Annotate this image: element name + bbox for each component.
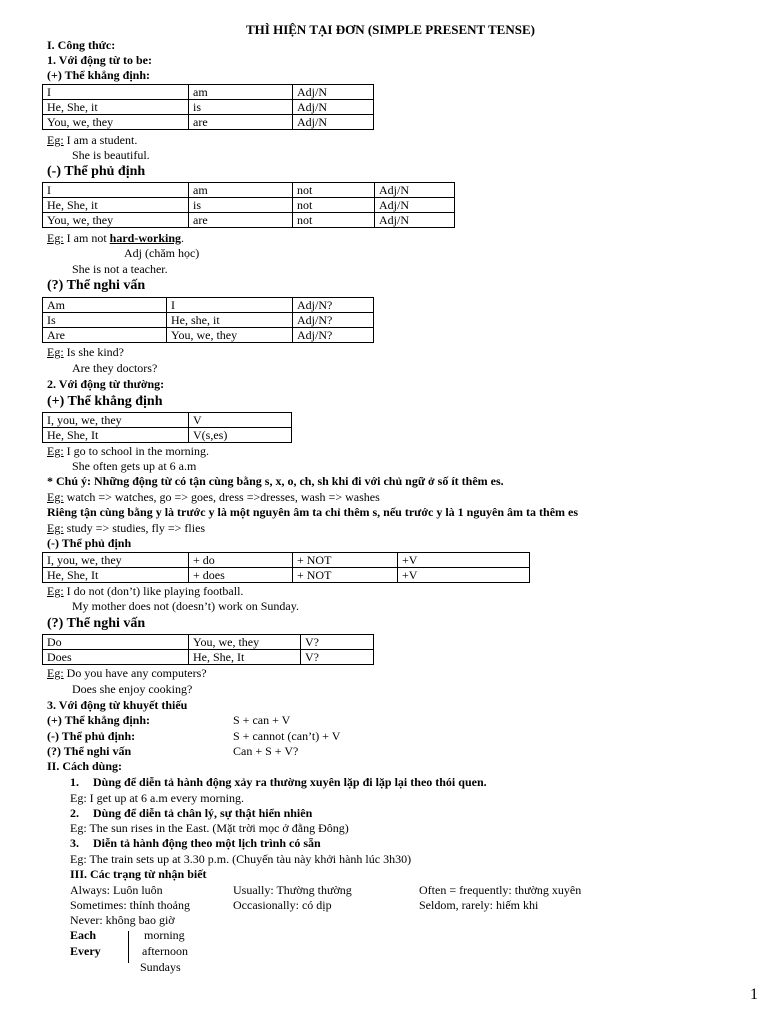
usage-number: 3. [70, 836, 79, 850]
adverb-item: Seldom, rarely: hiếm khi [419, 898, 539, 912]
table-cell: not [293, 213, 375, 228]
table-cell: Adj/N [375, 198, 455, 213]
negative-label: (-) Thể phủ định [47, 164, 146, 179]
usage-item [70, 806, 313, 821]
example-text: . [181, 231, 185, 245]
table-cell: I [43, 183, 189, 198]
example-text: I do not (don’t) like playing football. [63, 584, 244, 598]
table-cell: are [189, 213, 293, 228]
example-text: The sun rises in the East. (Mặt trời mọc ở đằng Đông) [86, 821, 349, 835]
time-word: morning [144, 928, 185, 942]
table-cell: I, you, we, they [43, 553, 189, 568]
section-heading: I. Công thức: [47, 38, 116, 52]
table-cell: V [189, 413, 292, 428]
modal-formula: S + cannot (can’t) + V [233, 729, 341, 743]
table-cell: Is [43, 313, 167, 328]
table-row [43, 568, 530, 583]
table-row [43, 298, 374, 313]
example-line [70, 791, 244, 806]
usage-item [70, 836, 321, 851]
table-cell: is [189, 198, 293, 213]
table-cell: He, She, It [43, 568, 189, 583]
table-cell: He, She, It [43, 428, 189, 443]
table-row [43, 100, 374, 115]
example-line [47, 521, 205, 536]
table-cell: You, we, they [43, 115, 189, 130]
table-row [43, 650, 374, 665]
question-label: (?) Thể nghi vấn [47, 616, 146, 631]
table-cell: V(s,es) [189, 428, 292, 443]
example-line [47, 444, 209, 459]
table-cell: are [189, 115, 293, 130]
section-heading: III. Các trạng từ nhận biết [70, 867, 207, 881]
emphasized-word: hard-working [109, 231, 182, 245]
table-cell: Adj/N? [293, 328, 374, 343]
example-line [47, 584, 243, 599]
table-row [43, 115, 374, 130]
eg-label: Eg: [47, 490, 64, 504]
verb-negative-table [42, 552, 530, 583]
table-cell: + do [189, 553, 293, 568]
usage-item [70, 775, 487, 790]
table-cell: V? [301, 635, 374, 650]
table-cell: not [293, 198, 375, 213]
eg-label: Eg: [47, 521, 64, 535]
table-cell: am [189, 183, 293, 198]
example-line: Are they doctors? [72, 361, 158, 375]
table-cell: Adj/N [293, 115, 374, 130]
verb-affirmative-table [42, 412, 292, 443]
adverb-item: Sometimes: thỉnh thoảng [70, 898, 190, 912]
example-line [70, 852, 411, 867]
note: * Chú ý: Những động từ có tận cùng bằng s, x, o, ch, sh khi đi với chủ ngữ ở số ít thêm es. [47, 474, 504, 488]
example-line: She is beautiful. [72, 148, 150, 162]
table-cell: He, She, it [43, 198, 189, 213]
verb-question-table [42, 634, 374, 665]
table-cell: not [293, 183, 375, 198]
section-heading: II. Cách dùng: [47, 759, 123, 773]
usage-text: Diễn tả hành động theo một lịch trình có sẵn [93, 836, 321, 850]
modal-label: (?) Thể nghi vấn [47, 744, 132, 758]
table-cell: V? [301, 650, 374, 665]
table-cell: Adj/N? [293, 313, 374, 328]
table-cell: +V [398, 568, 530, 583]
table-row [43, 328, 374, 343]
adverb-every: Every [70, 944, 101, 958]
example-line: My mother does not (doesn’t) work on Sunday. [72, 599, 299, 613]
table-row [43, 183, 455, 198]
table-cell: +V [398, 553, 530, 568]
affirmative-label: (+) Thể khẳng định: [47, 68, 150, 82]
subsection-heading: 2. Với động từ thường: [47, 377, 165, 391]
eg-label: Eg: [70, 791, 87, 805]
table-cell: He, She, it [43, 100, 189, 115]
table-cell: + does [189, 568, 293, 583]
example-text: I am not [63, 231, 110, 245]
example-text: Do you have any computers? [63, 666, 207, 680]
table-cell: am [189, 85, 293, 100]
eg-label: Eg: [70, 852, 87, 866]
table-cell: Adj/N [375, 213, 455, 228]
page-number: 1 [750, 986, 758, 1003]
tobe-negative-table [42, 182, 455, 228]
table-cell: + NOT [293, 553, 398, 568]
subsection-heading: 3. Với động từ khuyết thiếu [47, 698, 188, 712]
question-label: (?) Thể nghi vấn [47, 278, 146, 293]
note: Riêng tận cùng bằng y là trước y là một nguyên âm ta chỉ thêm s, nếu trước y là 1 nguyên âm ta thêm es [47, 505, 579, 519]
adverb-item: Always: Luôn luôn [70, 883, 163, 897]
example-line [47, 490, 380, 505]
example-line [47, 666, 207, 681]
example-text: study => studies, fly => flies [63, 521, 206, 535]
adverb-each: Each [70, 928, 97, 942]
table-cell: + NOT [293, 568, 398, 583]
table-cell: Are [43, 328, 167, 343]
modal-label: (+) Thể khẳng định: [47, 713, 150, 727]
example-line [47, 133, 137, 148]
table-cell: I [43, 85, 189, 100]
table-cell: I, you, we, they [43, 413, 189, 428]
eg-label: Eg: [47, 231, 64, 245]
table-row [43, 428, 292, 443]
table-cell: He, She, It [189, 650, 301, 665]
table-row [43, 213, 455, 228]
table-cell: Adj/N [293, 100, 374, 115]
table-cell: Adj/N [293, 85, 374, 100]
usage-text: Dùng để diễn tả hành động xảy ra thường xuyên lặp đi lặp lại theo thói quen. [93, 775, 487, 789]
example-line: Does she enjoy cooking? [72, 682, 193, 696]
usage-number: 1. [70, 775, 79, 789]
affirmative-label: (+) Thể khẳng định [47, 394, 163, 409]
example-text: Is she kind? [63, 345, 124, 359]
adverb-item: Never: không bao giờ [70, 913, 175, 927]
example-line [47, 345, 124, 360]
adverb-item: Usually: Thường thường [233, 883, 352, 897]
example-line [70, 821, 349, 836]
tobe-affirmative-table [42, 84, 374, 130]
eg-label: Eg: [47, 133, 64, 147]
table-row [43, 85, 374, 100]
example-text: I am a student. [63, 133, 138, 147]
table-cell: Do [43, 635, 189, 650]
time-word: afternoon [142, 944, 188, 958]
table-cell: Does [43, 650, 189, 665]
table-row [43, 313, 374, 328]
table-row [43, 635, 374, 650]
table-cell: is [189, 100, 293, 115]
subsection-heading: 1. Với động từ to be: [47, 53, 152, 67]
negative-label: (-) Thể phủ định [47, 536, 132, 550]
eg-label: Eg: [47, 584, 64, 598]
table-cell: Adj/N? [293, 298, 374, 313]
tobe-question-table [42, 297, 374, 343]
table-cell: He, she, it [167, 313, 293, 328]
modal-formula: S + can + V [233, 713, 291, 727]
example-text: watch => watches, go => goes, dress =>dresses, wash => washes [63, 490, 380, 504]
table-row [43, 553, 530, 568]
table-row [43, 198, 455, 213]
usage-number: 2. [70, 806, 79, 820]
eg-label: Eg: [47, 666, 64, 680]
modal-label: (-) Thể phủ định: [47, 729, 136, 743]
table-cell: You, we, they [189, 635, 301, 650]
page-title: THÌ HIỆN TẠI ĐƠN (SIMPLE PRESENT TENSE) [246, 22, 535, 37]
gloss: Adj (chăm học) [124, 246, 200, 260]
table-cell: Am [43, 298, 167, 313]
example-text: I go to school in the morning. [63, 444, 209, 458]
table-cell: You, we, they [43, 213, 189, 228]
example-line [47, 231, 184, 246]
table-cell: I [167, 298, 293, 313]
time-word: Sundays [140, 960, 181, 974]
eg-label: Eg: [70, 821, 87, 835]
table-row [43, 413, 292, 428]
bracket-line [128, 931, 129, 963]
example-line: She is not a teacher. [72, 262, 168, 276]
example-text: I get up at 6 a.m every morning. [86, 791, 244, 805]
adverb-item: Occasionally: có dịp [233, 898, 332, 912]
adverb-item: Often = frequently: thường xuyên [419, 883, 582, 897]
usage-text: Dùng để diễn tả chân lý, sự thật hiển nhiên [93, 806, 313, 820]
table-cell: Adj/N [375, 183, 455, 198]
table-cell: You, we, they [167, 328, 293, 343]
eg-label: Eg: [47, 444, 64, 458]
example-line: She often gets up at 6 a.m [72, 459, 197, 473]
eg-label: Eg: [47, 345, 64, 359]
modal-formula: Can + S + V? [233, 744, 299, 758]
example-text: The train sets up at 3.30 p.m. (Chuyến tàu này khởi hành lúc 3h30) [86, 852, 412, 866]
